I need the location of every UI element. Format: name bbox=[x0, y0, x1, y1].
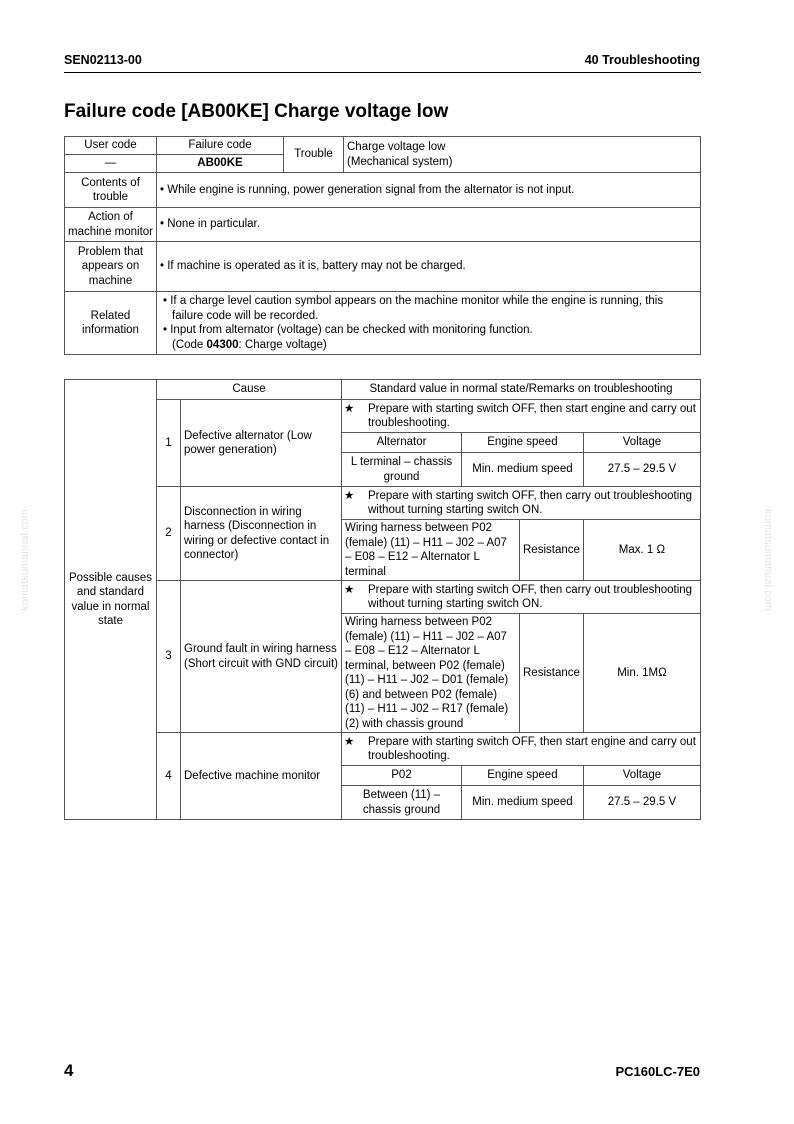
standard-header: Standard value in normal state/Remarks on troubleshooting bbox=[342, 380, 701, 400]
failure-code-label: Failure code bbox=[157, 137, 284, 155]
star-icon: ★ bbox=[344, 583, 355, 596]
section-title: 40 Troubleshooting bbox=[584, 53, 700, 67]
cause-number: 4 bbox=[157, 733, 181, 820]
column-header: Alternator bbox=[342, 433, 462, 453]
measurement-point: Wiring harness between P02 (female) (11) – H11 – J02 – A07 – E08 – E12 – Alternator L terminal, between P02 (female) (11) – H11 – J02 – D01 (female) (6) and between P02 (female) (11) – H11 – J02 – R17 (female) (2) with chassis ground bbox=[342, 614, 520, 733]
action-label: Action of machine monitor bbox=[65, 208, 157, 242]
related-code-line: (Code 04300: Charge voltage) bbox=[172, 338, 327, 351]
cause-text: Disconnection in wiring harness (Disconnection in wiring or defective contact in connector) bbox=[181, 487, 342, 581]
standard-value: 27.5 – 29.5 V bbox=[583, 453, 700, 487]
problem-value: • If machine is operated as it is, battery may not be charged. bbox=[157, 242, 701, 292]
star-icon: ★ bbox=[344, 489, 355, 502]
measurement-label: Resistance bbox=[520, 520, 584, 581]
user-code-value: — bbox=[65, 155, 157, 173]
user-code-label: User code bbox=[65, 137, 157, 155]
column-header: Voltage bbox=[583, 766, 700, 786]
watermark-right: komatsumanual.com bbox=[762, 509, 774, 611]
trouble-value-line1: Charge voltage low bbox=[347, 141, 446, 153]
measurement-point: L terminal – chassis ground bbox=[342, 453, 462, 487]
failure-code-value: AB00KE bbox=[157, 155, 284, 173]
page-number: 4 bbox=[64, 1061, 74, 1080]
contents-label: Contents of trouble bbox=[65, 173, 157, 208]
cause-text: Defective alternator (Low power generation) bbox=[181, 400, 342, 487]
troubleshooting-note: ★ Prepare with starting switch OFF, then carry out troubleshooting without turning starting switch ON. bbox=[342, 487, 701, 520]
contents-text: While engine is running, power generation signal from the alternator is not input. bbox=[167, 183, 575, 196]
cause-number: 1 bbox=[157, 400, 181, 487]
troubleshooting-note: ★ Prepare with starting switch OFF, then start engine and carry out troubleshooting. bbox=[342, 400, 701, 433]
trouble-value-line2: (Mechanical system) bbox=[347, 155, 453, 168]
doc-code: SEN02113-00 bbox=[64, 53, 142, 67]
header-rule bbox=[64, 72, 701, 73]
measurement-point: Wiring harness between P02 (female) (11) – H11 – J02 – A07 – E08 – E12 – Alternator L terminal bbox=[342, 520, 520, 581]
action-text: None in particular. bbox=[167, 218, 260, 231]
problem-text: If machine is operated as it is, battery may not be charged. bbox=[167, 260, 466, 273]
page-title: Failure code [AB00KE] Charge voltage low bbox=[64, 101, 449, 122]
measurement-point: Between (11) – chassis ground bbox=[342, 786, 462, 820]
related-bullet-1: • If a charge level caution symbol appears on the machine monitor while the engine is running, this failure code will be recorded. bbox=[163, 295, 664, 322]
related-label: Related information bbox=[65, 292, 157, 355]
possible-causes-label: Possible causes and standard value in normal state bbox=[65, 380, 157, 820]
cause-number: 2 bbox=[157, 487, 181, 581]
column-header: Voltage bbox=[583, 433, 700, 453]
failure-info-table bbox=[64, 136, 701, 355]
contents-value: • While engine is running, power generation signal from the alternator is not input. bbox=[157, 173, 701, 208]
engine-speed-value: Min. medium speed bbox=[462, 786, 584, 820]
causes-table bbox=[64, 379, 701, 820]
column-header: P02 bbox=[342, 766, 462, 786]
cause-text: Ground fault in wiring harness (Short circuit with GND circuit) bbox=[181, 581, 342, 733]
action-value: • None in particular. bbox=[157, 208, 701, 242]
column-header: Engine speed bbox=[462, 766, 584, 786]
model-code: PC160LC-7E0 bbox=[615, 1064, 700, 1079]
measurement-label: Resistance bbox=[520, 614, 584, 733]
standard-value: 27.5 – 29.5 V bbox=[583, 786, 700, 820]
standard-value: Min. 1MΩ bbox=[583, 614, 700, 733]
cause-number: 3 bbox=[157, 581, 181, 733]
watermark-left: komatsumanual.com bbox=[19, 509, 31, 611]
star-icon: ★ bbox=[344, 735, 355, 748]
cause-text: Defective machine monitor bbox=[181, 733, 342, 820]
related-bullet-2: • Input from alternator (voltage) can be checked with monitoring function. bbox=[163, 324, 533, 336]
trouble-label: Trouble bbox=[284, 137, 344, 173]
star-icon: ★ bbox=[344, 402, 355, 415]
troubleshooting-note: ★ Prepare with starting switch OFF, then start engine and carry out troubleshooting. bbox=[342, 733, 701, 766]
column-header: Engine speed bbox=[462, 433, 584, 453]
problem-label: Problem that appears on machine bbox=[65, 242, 157, 292]
related-value bbox=[157, 292, 701, 355]
trouble-value bbox=[344, 137, 701, 173]
cause-header: Cause bbox=[157, 380, 342, 400]
engine-speed-value: Min. medium speed bbox=[462, 453, 584, 487]
standard-value: Max. 1 Ω bbox=[583, 520, 700, 581]
troubleshooting-note: ★ Prepare with starting switch OFF, then carry out troubleshooting without turning starting switch ON. bbox=[342, 581, 701, 614]
related-code: 04300 bbox=[206, 338, 239, 351]
